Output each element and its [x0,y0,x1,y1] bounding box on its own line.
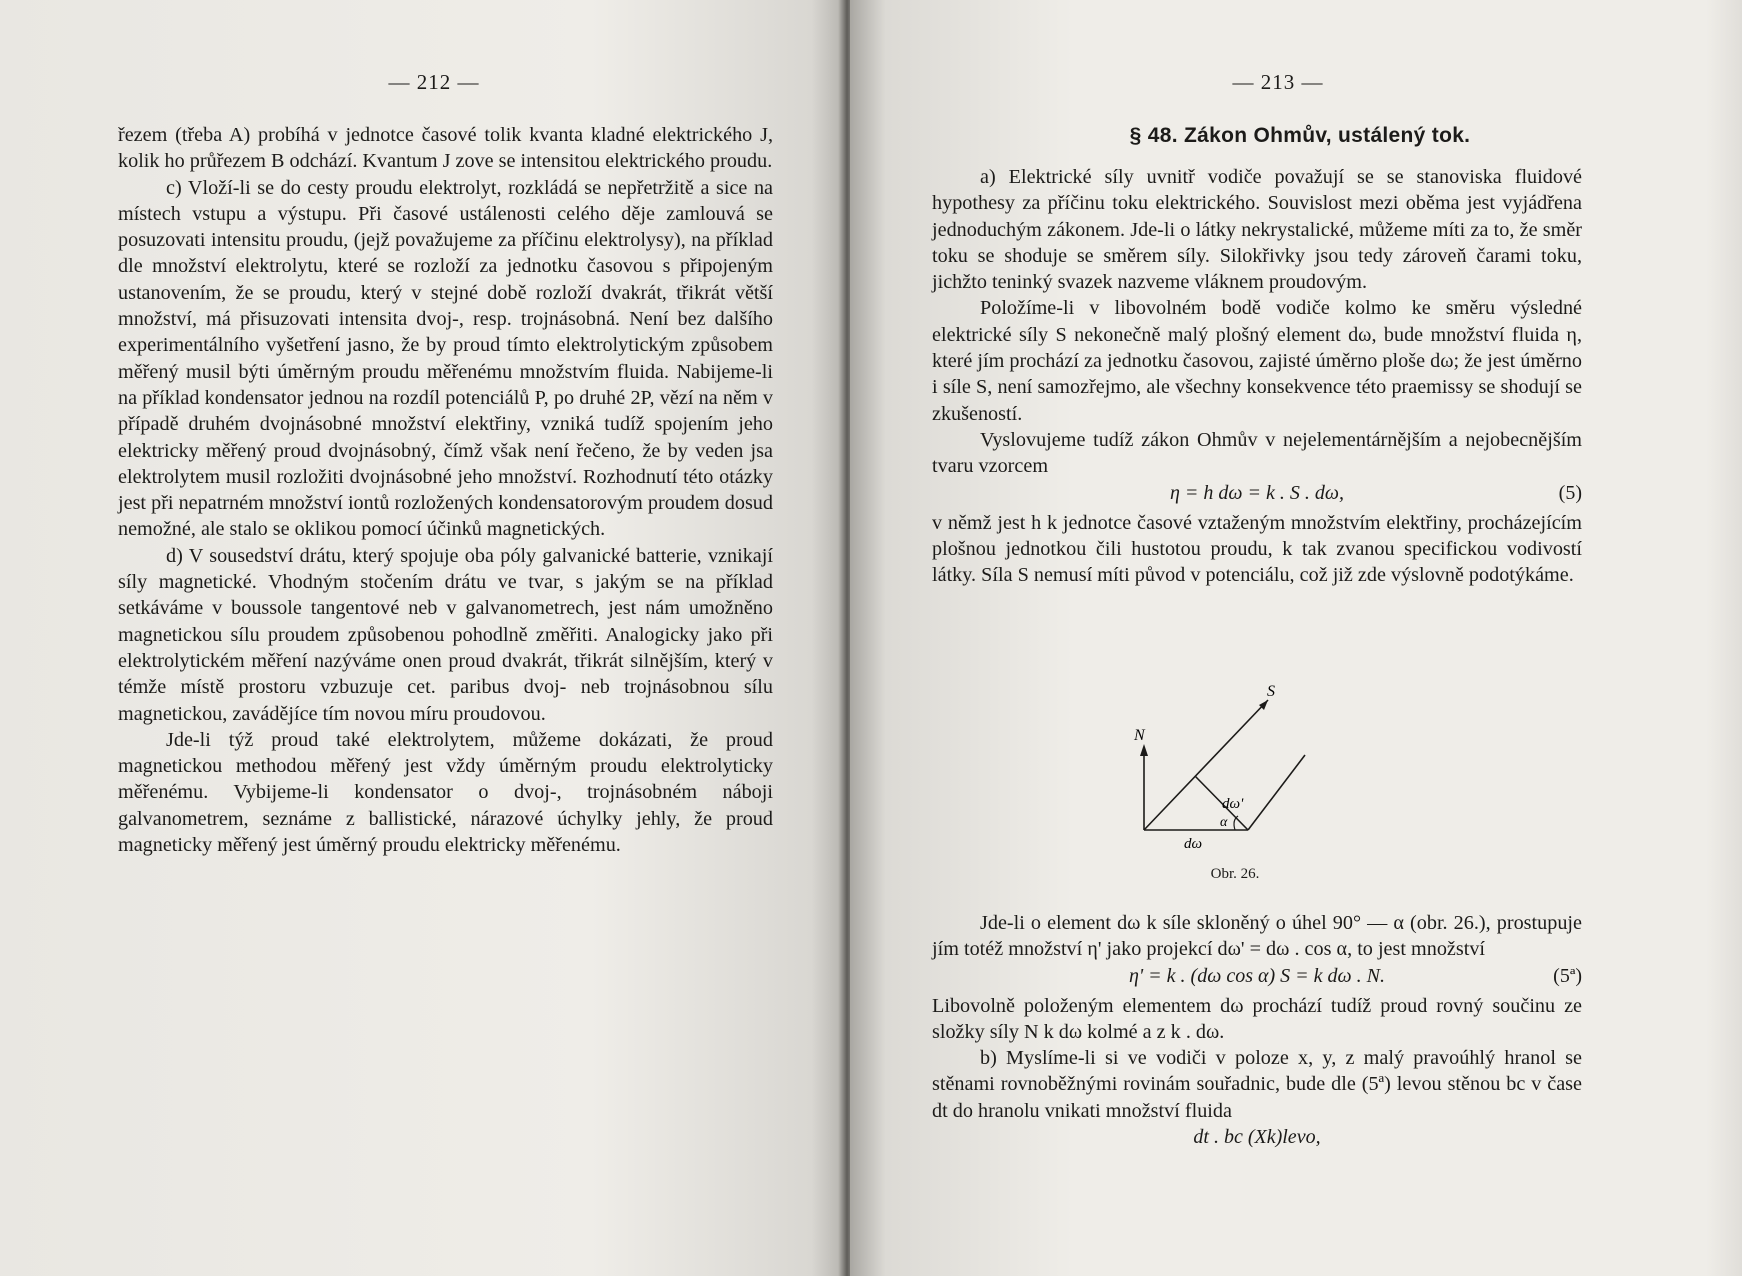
paragraph: a) Elektrické síly uvnitř vodiče považují se se stanoviska fluidové hypothesy za příčinu toku elektrického. Souvislost mezi oběma jest vyjádřena jednoduchým zákonem. Jde-li o látky nekrystalické, můžeme míti za to, že směr toku se shoduje se směrem síly. Silokřivky jsou tedy zároveň čarami toku, jichžto teninký svazek nazveme vláknem proudovým. [932,166,1582,294]
paragraph: Libovolně položeným elementem dω prochází tudíž proud rovný součinu ze složky síly N k dω kolmé a z k . dω. [932,994,1582,1043]
label-alpha: α [1220,815,1228,830]
label-domega: dω [1184,836,1203,850]
formula-5a-text: η' = k . (dω cos α) S = k dω . N. [1128,964,1385,987]
figure-caption: Obr. 26. [1210,866,1260,882]
paragraph: Vyslovujeme tudíž zákon Ohmův v nejelementárnějším a nejobecnějším tvaru vzorcem [932,428,1582,478]
paragraph: v němž jest h k jednotce časové vztaženým množstvím elektřiny, procházejícím plošnou jednotkou čili hustotou proudu, k tak zvanou specifickou vodivostí látky. Síla S nemusí míti původ v potenciálu, což již zde výslovně podotýkáme. [932,511,1582,587]
paragraph: d) V sousedství drátu, který spojuje oba póly galvanické batterie, vznikají síly magnetické. Vhodným stočením drátu ve tvar, s jakým se na příklad setkáváme v boussole tangentové neb v galvanometrech, jest nám umožněno magnetickou sílu proudem způsobenou pohodlně změřiti. Analogicky jako při elektrolytickém měření nazýváme onen proud dvakrát, třikrát silnějším, který v témže místě prostoru vzbuzuje cet. paribus dvoj- neb trojnásobnou sílu magnetickou, zavádějíce tím novou míru proudovou. [118,544,773,725]
right-page [850,0,1742,1276]
figure-26-diagram [1120,680,1320,850]
left-page [0,0,845,1276]
formula-5-number: (5) [1558,481,1582,504]
page-number-right: — 213 — [1232,70,1324,94]
formula-5-text: η = h dω = k . S . dω, [1169,481,1345,504]
arrow-n-icon [1140,744,1148,756]
page-number-left: — 212 — [388,70,480,94]
label-n: N [1134,727,1145,744]
left-page-text [118,122,773,858]
section-heading: § 48. Zákon Ohmův, ustálený tok. [1129,124,1471,147]
paragraph: b) Myslíme-li si ve vodiči v poloze x, y, z malý pravoúhlý hranol se stěnami rovnoběžnými rovinám souřadnic, bude dle (5ª) levou stěnou bc v čase dt do hranolu vnikati množství fluida [932,1047,1582,1122]
label-s: S [1267,683,1275,700]
formula-5a [932,963,1582,993]
label-domega-prime: dω' [1222,796,1244,812]
paragraph: Jde-li o element dω k síle skloněný o úhel 90° — α (obr. 26.), prostupuje jím totéž množství η' jako projekcí dω' = dω . cos α, to jest množství [932,912,1582,961]
formula-last-text: dt . bc (Xk)levo, [1193,1126,1321,1149]
force-line-s [1144,700,1268,830]
paragraph: Jde-li týž proud také elektrolytem, můžeme dokázati, že proud magnetickou methodou měřený jest vždy úměrným proudu elektrolyticky měřenému. Vybijeme-li kondensator o dvoj-, trojnásobném náboji galvanometrem, seznáme z ballistické, nárazové úchylky jehly, že proud magneticky měřený jest úměrný proudu elektricky měřenému. [118,728,773,857]
right-page-text-top [932,164,1582,588]
paragraph: Položíme-li v libovolném bodě vodiče kolmo ke směru výsledné elektrické síly S nekonečně malý plošný element dω, bude množství fluida η, které jím prochází za jednotku časovou, zajisté úměrno ploše dω; že jest úměrno i síle S, není samozřejmo, ale všechny konsekvence této praemissy se shodují se zkušeností. [932,297,1582,425]
formula-5a-number: (5ª) [1553,964,1582,987]
paragraph: c) Vloží-li se do cesty proudu elektrolyt, rozkládá se nepřetržitě a sice na místech vstupu a výstupu. Při časové ustálenosti celého děje zamlouvá se posuzovati intensitu proudu, (jejž považujeme za příčinu elektrolysy), na příklad dle množství elektrolytu, které se rozloží za jednotku časovou s připojeným ustanovením, že se proudu, který v stejné době rozloží dvakrát, třikrát větší množství, má přisuzovati intensita dvoj-, resp. trojnásobná. Není bez dalšího experimentálního vyšetření jasno, že by proud tímto elektrolytickým způsobem měřený musil býti úměrným proudu měřenému množstvím fluida. Nabijeme-li na příklad kondensator jednou na rozdíl potenciálů P, po druhé 2P, vězí na něm v případě druhém dvojnásobné množství elektřiny, vzniká tudíž spojením jeho elektricky měřený proud dvojnásobný, čímž však není řečeno, že by veden jsa elektrolytem musil rozložiti dvojnásobné jeho množství. Rozhodnutí této otázky jest při nepatrném množství iontů rozložených kondensatorovým proudem dosud nemožné, ale stalo se oklikou pomocí účinků magnetických. [118,176,773,541]
parallel-line [1248,755,1305,830]
formula-last [932,1124,1582,1154]
formula-5 [932,480,1582,510]
right-page-text-bottom [932,910,1582,1154]
paragraph: řezem (třeba A) probíhá v jednotce časové tolik kvanta kladné elektrického J, kolik ho průřezem B odchází. Kvantum J zove se intensitou elektrického proudu. [118,124,773,173]
